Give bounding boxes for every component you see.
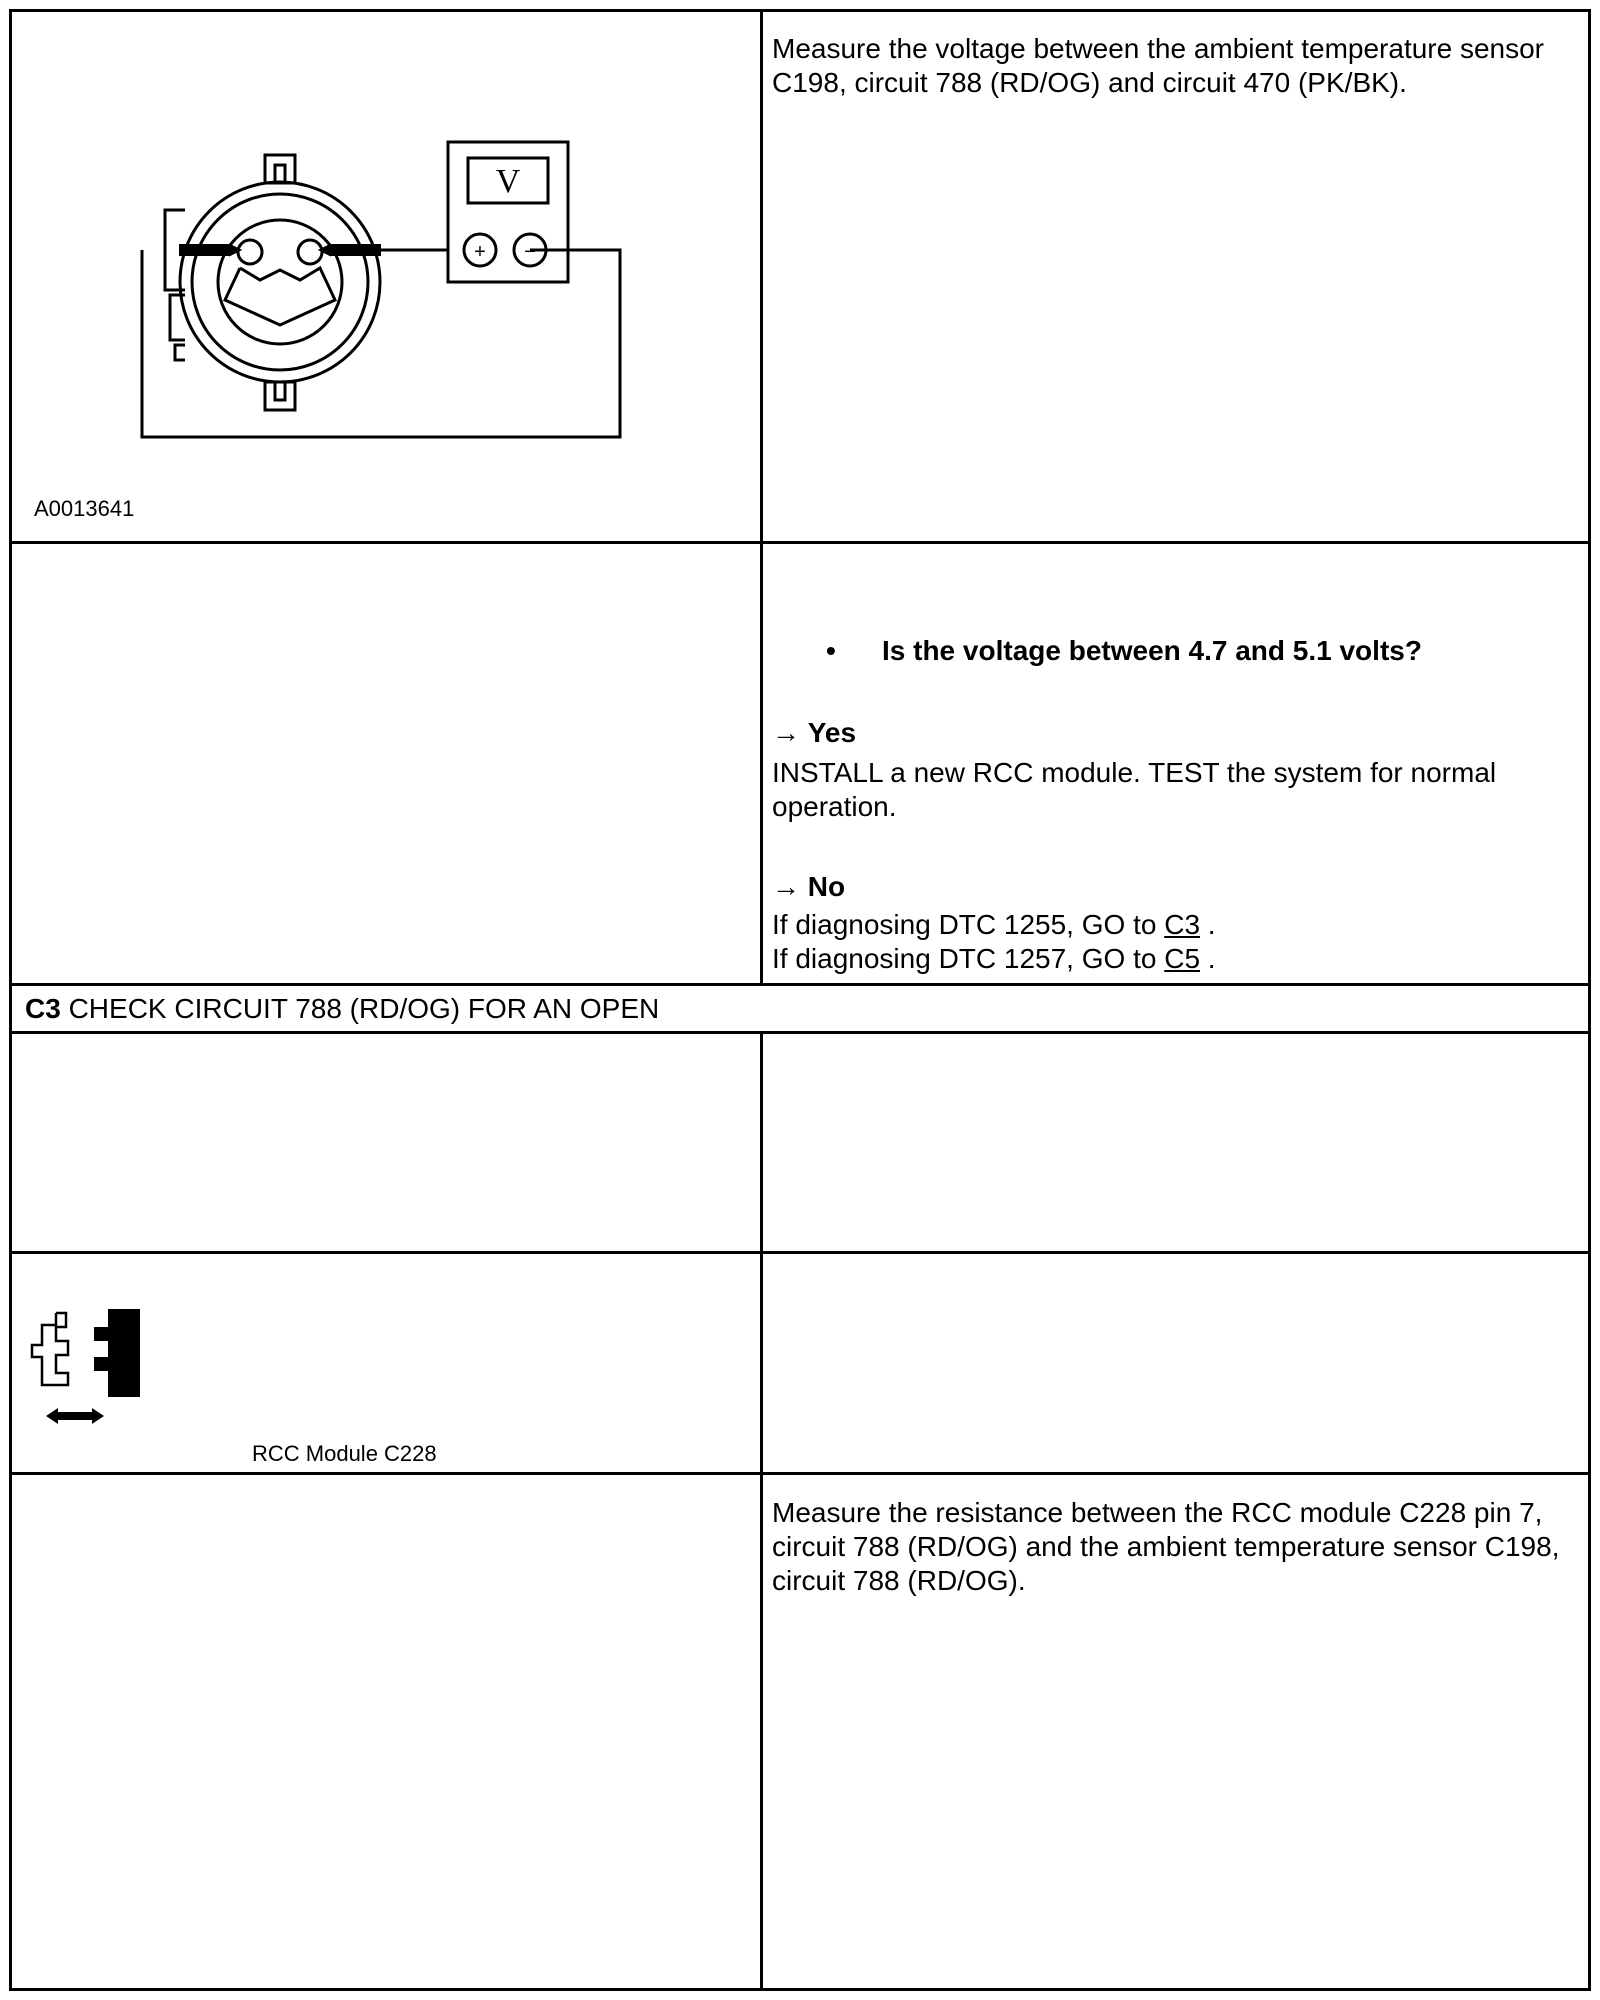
no-line-2-suffix: . — [1207, 943, 1216, 974]
yes-outcome — [772, 716, 856, 750]
no-outcome — [772, 870, 845, 904]
goto-c3-link[interactable]: C3 — [1164, 909, 1201, 940]
yes-text: INSTALL a new RCC module. TEST the system for normal operation. — [772, 757, 1497, 822]
figure-id: A0013641 — [34, 496, 135, 521]
section-title: CHECK CIRCUIT 788 (RD/OG) FOR AN OPEN — [68, 993, 660, 1024]
voltage-instruction: Measure the voltage between the ambient temperature sensor C198, circuit 788 (RD/OG) and circuit 470 (PK/BK). — [772, 33, 1545, 98]
resistance-instruction: Measure the resistance between the RCC module C228 pin 7, circuit 788 (RD/OG) and the ambient temperature sensor C198, circuit 788 (RD/OG). — [772, 1497, 1560, 1596]
section-code: C3 — [25, 993, 61, 1024]
no-arrow: → — [772, 871, 800, 902]
row-divider-3 — [9, 1031, 1591, 1034]
section-header — [25, 992, 659, 1026]
yes-arrow: → — [772, 717, 800, 748]
column-divider-bottom — [760, 1033, 763, 1991]
voltmeter-diagram — [130, 130, 650, 450]
no-line-2-text: If diagnosing DTC 1257, GO to — [772, 943, 1157, 974]
no-line-1-text: If diagnosing DTC 1255, GO to — [772, 909, 1157, 940]
row-divider-5 — [9, 1472, 1591, 1475]
no-line-2 — [772, 942, 1216, 976]
row-divider-1 — [9, 541, 1591, 544]
goto-c5-link[interactable]: C5 — [1164, 943, 1201, 974]
no-line-1-suffix: . — [1207, 909, 1216, 940]
plus-terminal-label: + — [474, 241, 486, 263]
question-bullet: • — [826, 635, 836, 666]
minus-terminal-label: − — [524, 241, 536, 263]
voltage-question: Is the voltage between 4.7 and 5.1 volts? — [882, 635, 1422, 666]
no-label: No — [807, 871, 846, 902]
connector-caption: RCC Module C228 — [252, 1441, 437, 1466]
row-divider-4 — [9, 1251, 1591, 1254]
column-divider-top — [760, 9, 763, 985]
no-line-1 — [772, 908, 1216, 942]
connector-disconnect-icon — [18, 1305, 148, 1430]
meter-label: V — [495, 163, 521, 200]
yes-label: Yes — [807, 717, 857, 748]
row-divider-2 — [9, 983, 1591, 986]
